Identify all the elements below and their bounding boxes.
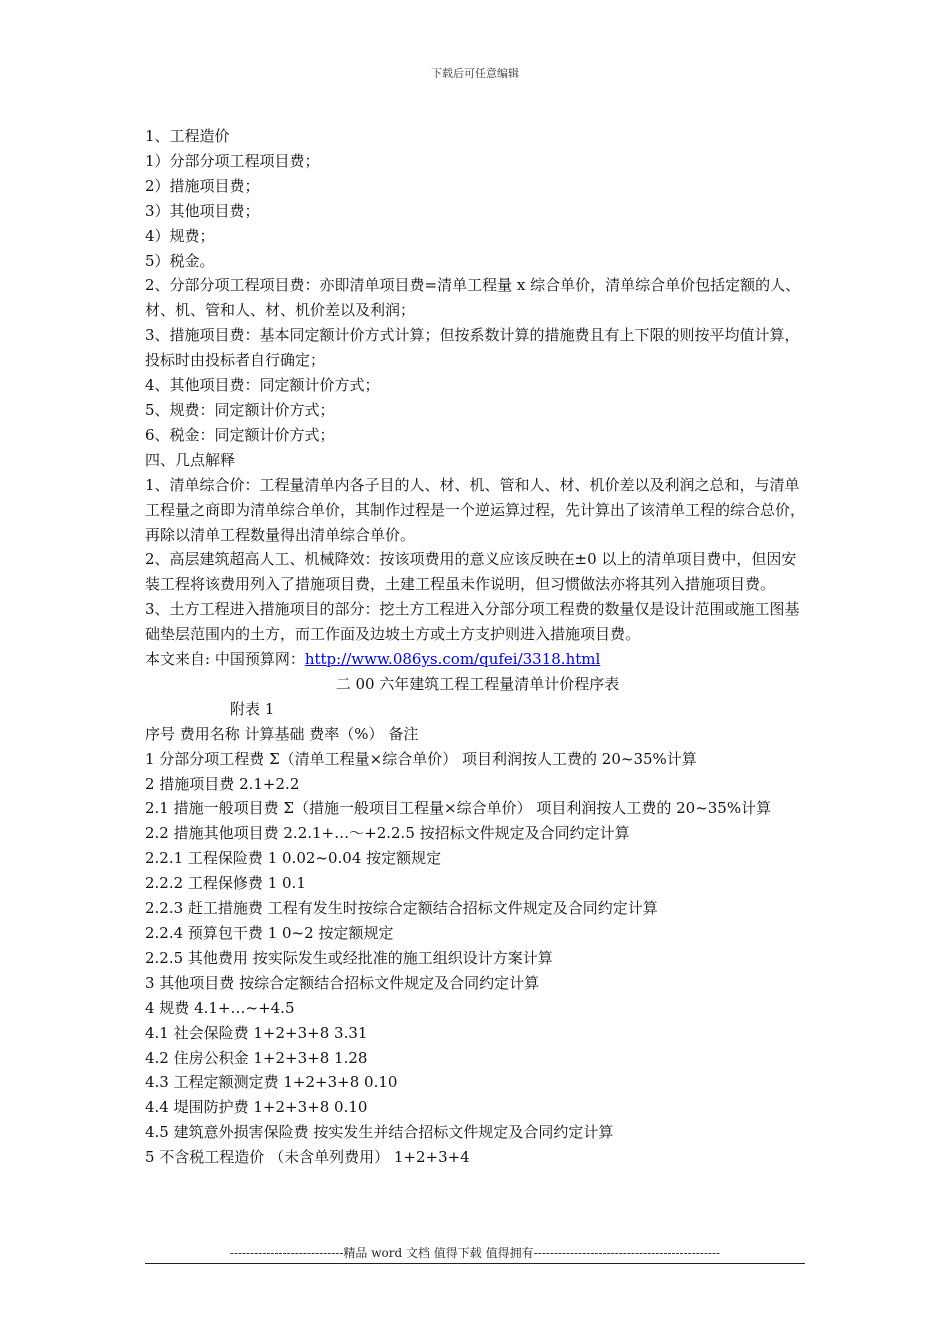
- table-row: 4 规费 4.1+…~+4.5: [145, 998, 295, 1017]
- source-line: [145, 647, 810, 672]
- table-subtitle: 附表 1: [230, 699, 275, 718]
- page-footer: ----------------------------精品 word 文档 值得下载 值得拥有----------------------------------------------: [229, 1246, 721, 1260]
- table-row: 2.2.3 赶工措施费 工程有发生时按综合定额结合招标文件规定及合同约定计算: [145, 899, 658, 918]
- table-row: 2.2 措施其他项目费 2.2.1+…～+2.2.5 按招标文件规定及合同约定计算: [145, 824, 630, 843]
- section-1-item-5: 5）税金。: [145, 251, 215, 270]
- document-body: [145, 124, 810, 1170]
- source-link[interactable]: http://www.086ys.com/qufei/3318.html: [304, 650, 601, 669]
- page-header: 下载后可任意编辑: [431, 67, 519, 80]
- table-row: 2.2.4 预算包干费 1 0~2 按定额规定: [145, 924, 394, 942]
- section-2-paragraph: 2、分部分项工程项目费：亦即清单项目费=清单工程量 x 综合单价，清单综合单价包括定额的人、材、机、管和人、材、机价差以及利润；: [145, 276, 801, 320]
- explanation-heading: 四、几点解释: [145, 450, 236, 469]
- table-row: 2.2.2 工程保修费 1 0.1: [145, 874, 306, 893]
- table-row: 4.4 堤围防护费 1+2+3+8 0.10: [145, 1098, 368, 1117]
- section-5-paragraph: 5、规费：同定额计价方式；: [145, 400, 335, 419]
- table-row: 3 其他项目费 按综合定额结合招标文件规定及合同约定计算: [145, 973, 540, 992]
- section-1-item-1: 1）分部分项工程项目费；: [145, 151, 320, 170]
- table-row: 4.5 建筑意外损害保险费 按实发生并结合招标文件规定及合同约定计算: [145, 1123, 614, 1142]
- table-row: 2 措施项目费 2.1+2.2: [145, 774, 300, 793]
- section-3-paragraph: 3、措施项目费：基本同定额计价方式计算；但按系数计算的措施费且有上下限的则按平均值计算，投标时由投标者自行确定；: [145, 326, 800, 370]
- footer-divider: [145, 1263, 805, 1264]
- section-1-item-3: 3）其他项目费；: [145, 201, 260, 220]
- source-prefix: 本文来自: 中国预算网：: [145, 650, 305, 669]
- table-row: 2.2.1 工程保险费 1 0.02~0.04 按定额规定: [145, 849, 442, 868]
- table-header-row: 序号 费用名称 计算基础 费率（%） 备注: [145, 724, 419, 743]
- table-row: 2.2.5 其他费用 按实际发生或经批准的施工组织设计方案计算: [145, 948, 553, 967]
- table-row: 1 分部分项工程费 Σ（清单工程量×综合单价） 项目利润按人工费的 20~35%计算: [145, 749, 697, 768]
- table-title: 二 00 六年建筑工程工程量清单计价程序表: [335, 674, 620, 693]
- table-row: 5 不含税工程造价 （未含单列费用） 1+2+3+4: [145, 1148, 470, 1167]
- explanation-3: 3、土方工程进入措施项目的部分：挖土方工程进入分部分项工程费的数量仅是设计范围或施工图基础垫层范围内的土方，而工作面及边坡土方或土方支护则进入措施项目费。: [145, 600, 800, 644]
- section-6-paragraph: 6、税金：同定额计价方式；: [145, 425, 335, 444]
- section-4-paragraph: 4、其他项目费：同定额计价方式；: [145, 376, 380, 395]
- explanation-1: 1、清单综合价：工程量清单内各子目的人、材、机、管和人、材、机价差以及利润之总和，与清单工程量之商即为清单综合单价，其制作过程是一个逆运算过程，先计算出了该清单工程的综合总价，再除以清单工程数量得出清单综合单价。: [145, 475, 806, 544]
- table-row: 4.3 工程定额测定费 1+2+3+8 0.10: [145, 1073, 398, 1092]
- section-1-item-4: 4）规费；: [145, 226, 215, 245]
- section-1-item-2: 2）措施项目费；: [145, 176, 260, 195]
- table-row: 4.1 社会保险费 1+2+3+8 3.31: [145, 1023, 368, 1042]
- explanation-2: 2、高层建筑超高人工、机械降效：按该项费用的意义应该反映在±0 以上的清单项目费中，但因安装工程将该费用列入了措施项目费，土建工程虽未作说明，但习惯做法亦将其列入措施项目费。: [145, 550, 797, 594]
- table-row: 4.2 住房公积金 1+2+3+8 1.28: [145, 1048, 368, 1067]
- section-1-title: 1、工程造价: [145, 127, 230, 145]
- table-row: 2.1 措施一般项目费 Σ（措施一般项目工程量×综合单价） 项目利润按人工费的 20~35%计算: [145, 799, 772, 818]
